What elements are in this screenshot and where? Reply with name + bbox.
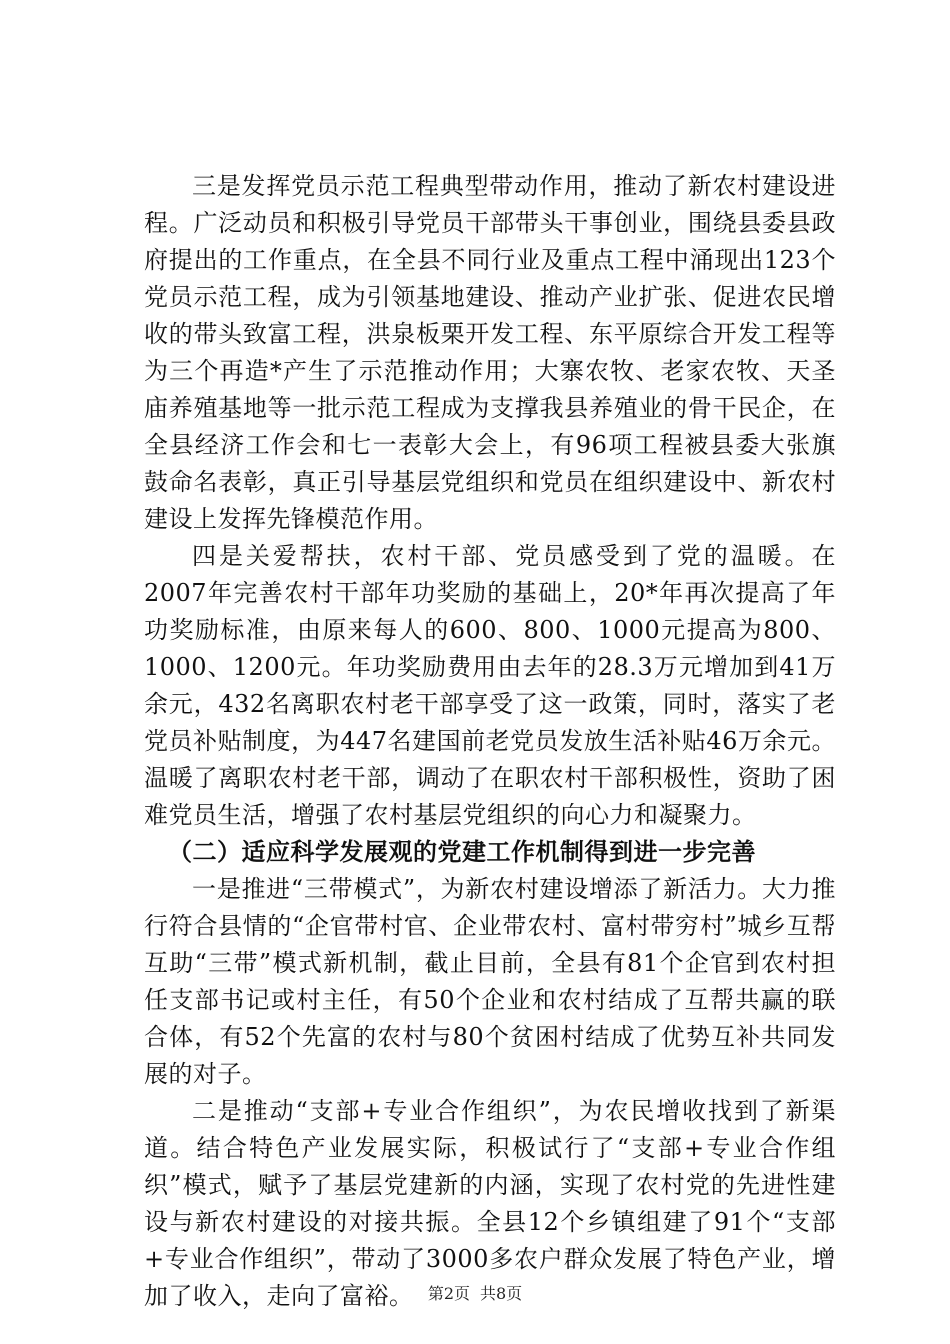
paragraph-care-and-support: 四是关爱帮扶，农村干部、党员感受到了党的温暖。在2007年完善农村干部年功奖励的基础上，20*年再次提高了年功奖励标准，由原来每人的600、800、1000元提高为800、1000、1200元。年功奖励费用由去年的28.3万元增加到41万余元，432名离职农村老干部享受了这一政策，同时，落实了老党员补贴制度，为447名建国前老党员发放生活补贴46万余元。温暖了离职农村老干部，调动了在职农村干部积极性，资助了困难党员生活，增强了农村基层党组织的向心力和凝聚力。 — [144, 542, 836, 829]
paragraph-party-member-projects: 三是发挥党员示范工程典型带动作用，推动了新农村建设进程。广泛动员和积极引导党员干部带头干事创业，围绕县委县政府提出的工作重点，在全县不同行业及重点工程中涌现出123个党员示范工程，成为引领基地建设、推动产业扩张、促进农民增收的带头致富工程，洪泉板栗开发工程、东平原综合开发工程等为三个再造*产生了示范推动作用；大寨农牧、老家农牧、天圣庙养殖基地等一批示范工程成为支撑我县养殖业的骨干民企，在全县经济工作会和七一表彰大会上，有96项工程被县委大张旗鼓命名表彰，真正引导基层党组织和党员在组织建设中、新农村建设上发挥先锋模范作用。 — [144, 172, 836, 533]
document-body — [144, 168, 836, 1315]
page-total: 共8页 — [480, 1284, 523, 1303]
paragraph-branch-cooperative: 二是推动“支部+专业合作组织”，为农民增收找到了新渠道。结合特色产业发展实际，积极试行了“支部+专业合作组织”模式，赋予了基层党建新的内涵，实现了农村党的先进性建设与新农村建设的对接共振。全县12个乡镇组建了91个“支部+专业合作组织”，带动了3000多农户群众发展了特色产业，增加了收入，走向了富裕。 — [144, 1097, 836, 1310]
page-footer — [0, 1284, 950, 1304]
section-heading: （二）适应科学发展观的党建工作机制得到进一步完善 — [168, 838, 756, 866]
paragraph-three-belt-model: 一是推进“三带模式”，为新农村建设增添了新活力。大力推行符合县情的“企官带村官、企业带农村、富村带穷村”城乡互帮互助“三带”模式新机制，截止目前，全县有81个企官到农村担任支部书记或村主任，有50个企业和农村结成了互帮共赢的联合体，有52个先富的农村与80个贫困村结成了优势互补共同发展的对子。 — [144, 875, 836, 1088]
page-number: 第2页 — [427, 1284, 470, 1303]
